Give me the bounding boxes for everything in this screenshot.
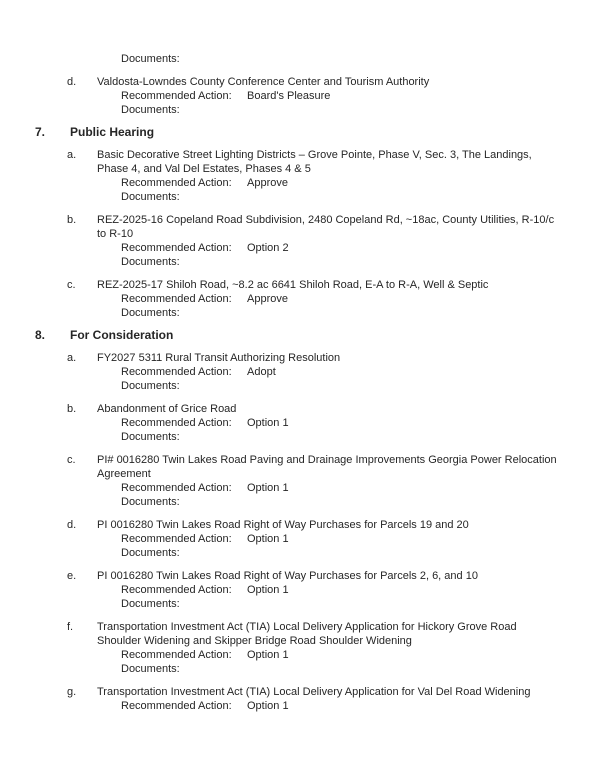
item-text: Valdosta-Lowndes County Conference Center and Tourism Authority [97, 76, 430, 88]
recommended-action-label: Recommended Action: [121, 649, 232, 661]
section-title: Public Hearing [70, 125, 155, 139]
item-letter: a. [67, 352, 77, 364]
recommended-action-label: Recommended Action: [121, 533, 232, 545]
documents-label: Documents: [121, 431, 180, 443]
section-heading [35, 125, 563, 139]
recommended-action-label: Recommended Action: [121, 584, 232, 596]
recommended-action-value: Option 1 [247, 584, 289, 596]
item-text: PI 0016280 Twin Lakes Road Right of Way Purchases for Parcels 2, 6, and 10 [97, 570, 478, 582]
recommended-action-label: Recommended Action: [121, 177, 232, 189]
item-letter: g. [67, 686, 77, 698]
recommended-action-value: Board's Pleasure [247, 90, 331, 102]
agenda-item [67, 620, 563, 676]
documents-label: Documents: [121, 496, 180, 508]
item-text: Transportation Investment Act (TIA) Local Delivery Application for Hickory Grove Road Shoulder Widening and Skipper Bridge Road Shoulder Widening [97, 621, 517, 647]
item-text: PI 0016280 Twin Lakes Road Right of Way Purchases for Parcels 19 and 20 [97, 519, 469, 531]
recommended-action-value: Approve [247, 293, 288, 305]
agenda-item [67, 75, 563, 117]
item-letter: c. [67, 279, 76, 291]
recommended-action-label: Recommended Action: [121, 482, 232, 494]
agenda-item [67, 402, 563, 444]
item-letter: f. [67, 621, 74, 633]
item-text: REZ-2025-17 Shiloh Road, ~8.2 ac 6641 Shiloh Road, E-A to R-A, Well & Septic [97, 279, 489, 291]
agenda-item [67, 518, 563, 560]
recommended-action-value: Option 2 [247, 242, 289, 254]
recommended-action-label: Recommended Action: [121, 293, 232, 305]
section-heading [35, 328, 563, 342]
item-letter: d. [67, 519, 77, 531]
recommended-action-label: Recommended Action: [121, 700, 232, 712]
documents-label: Documents: [121, 380, 180, 392]
item-letter: d. [67, 76, 77, 88]
agenda-item [67, 351, 563, 393]
recommended-action-value: Approve [247, 177, 288, 189]
item-text: PI# 0016280 Twin Lakes Road Paving and Drainage Improvements Georgia Power Relocation Agreement [97, 454, 557, 480]
item-text: Transportation Investment Act (TIA) Local Delivery Application for Val Del Road Widening [97, 686, 531, 698]
agenda-item [67, 213, 563, 269]
section-number: 7. [35, 125, 46, 139]
agenda-item [67, 148, 563, 204]
item-text: Basic Decorative Street Lighting Districts – Grove Pointe, Phase V, Sec. 3, The Landings, Phase 4, and Val Del Estates, Phases 4 & 5 [97, 149, 532, 175]
documents-label: Documents: [121, 663, 180, 675]
documents-label: Documents: [121, 256, 180, 268]
recommended-action-label: Recommended Action: [121, 90, 232, 102]
documents-label: Documents: [121, 104, 180, 116]
section-title: For Consideration [70, 328, 174, 342]
recommended-action-label: Recommended Action: [121, 366, 232, 378]
item-text: Abandonment of Grice Road [97, 403, 237, 415]
recommended-action-value: Adopt [247, 366, 276, 378]
documents-label: Documents: [121, 307, 180, 319]
documents-label: Documents: [121, 53, 180, 65]
recommended-action-value: Option 1 [247, 700, 289, 712]
item-letter: b. [67, 403, 77, 415]
agenda-item [67, 569, 563, 611]
agenda-item [67, 278, 563, 320]
item-letter: b. [67, 214, 77, 226]
recommended-action-value: Option 1 [247, 649, 289, 661]
recommended-action-label: Recommended Action: [121, 242, 232, 254]
agenda-item [67, 685, 563, 713]
item-text: REZ-2025-16 Copeland Road Subdivision, 2480 Copeland Rd, ~18ac, County Utilities, R-10/c to R-10 [97, 214, 555, 240]
item-text: FY2027 5311 Rural Transit Authorizing Resolution [97, 352, 341, 364]
documents-label: Documents: [121, 547, 180, 559]
documents-label: Documents: [121, 598, 180, 610]
section-number: 8. [35, 328, 46, 342]
item-letter: c. [67, 454, 76, 466]
recommended-action-value: Option 1 [247, 482, 289, 494]
item-letter: a. [67, 149, 77, 161]
documents-label: Documents: [121, 191, 180, 203]
agenda-item [67, 453, 563, 509]
recommended-action-label: Recommended Action: [121, 417, 232, 429]
recommended-action-value: Option 1 [247, 533, 289, 545]
item-letter: e. [67, 570, 77, 582]
recommended-action-value: Option 1 [247, 417, 289, 429]
